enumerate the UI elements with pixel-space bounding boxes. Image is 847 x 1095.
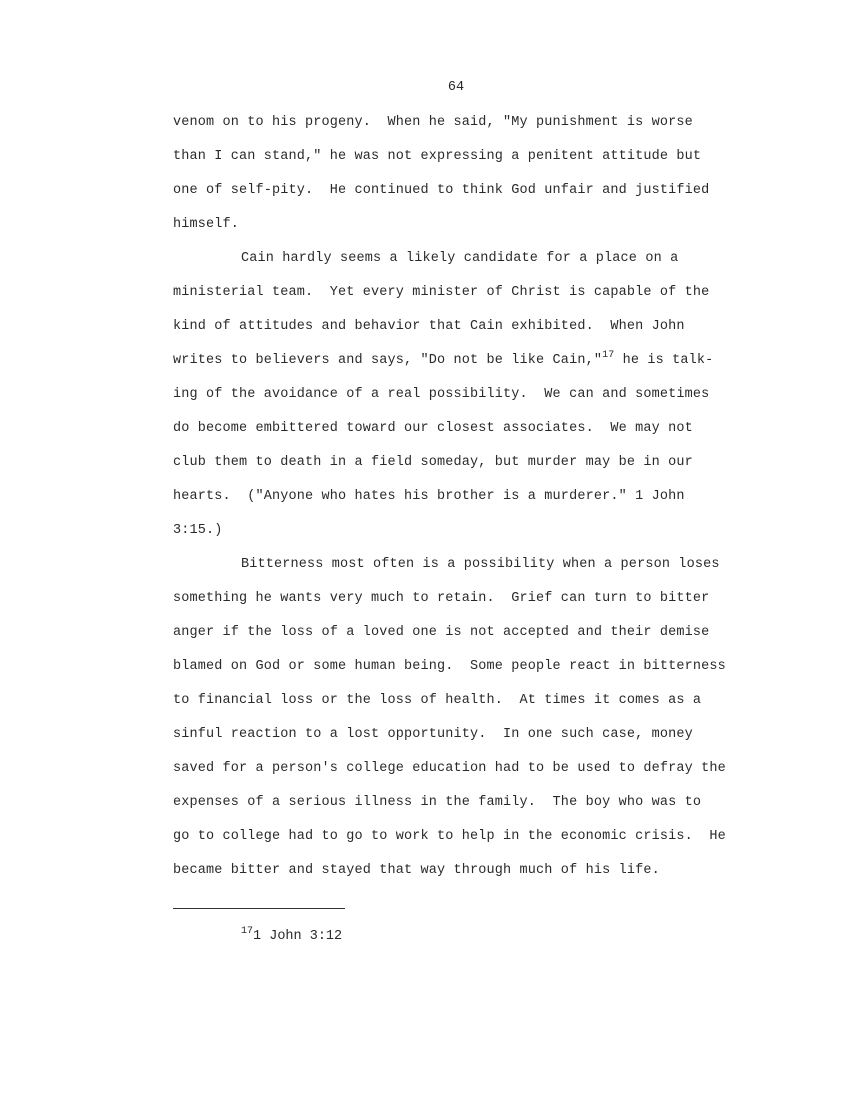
text-line: than I can stand," he was not expressing a penitent attitude but — [173, 149, 702, 164]
paragraph-start-line: Bitterness most often is a possibility when a person loses — [241, 557, 720, 572]
text-line: became bitter and stayed that way through much of his life. — [173, 863, 660, 878]
text-line: hearts. ("Anyone who hates his brother is a murderer." 1 John — [173, 489, 685, 504]
text-line: one of self-pity. He continued to think God unfair and justified — [173, 183, 710, 198]
text-line: ing of the avoidance of a real possibility. We can and sometimes — [173, 387, 710, 402]
line-text: he is talk- — [614, 353, 714, 368]
text-line: something he wants very much to retain. Grief can turn to bitter — [173, 591, 710, 606]
line-text: writes to believers and says, "Do not be like Cain," — [173, 353, 603, 368]
text-line: sinful reaction to a lost opportunity. In one such case, money — [173, 727, 693, 742]
text-line: saved for a person's college education had to be used to defray the — [173, 761, 726, 776]
page-number: 64 — [447, 80, 465, 95]
text-line: to financial loss or the loss of health. At times it comes as a — [173, 693, 702, 708]
footnote — [241, 926, 343, 944]
text-line: himself. — [173, 217, 240, 232]
text-line: anger if the loss of a loved one is not accepted and their demise — [173, 625, 710, 640]
footnote-reference: 17 — [602, 350, 615, 361]
text-line: ministerial team. Yet every minister of Christ is capable of the — [173, 285, 710, 300]
footnote-divider — [173, 908, 345, 909]
text-line-with-footnote-ref — [173, 350, 714, 368]
text-line: blamed on God or some human being. Some people react in bitterness — [173, 659, 726, 674]
text-line: venom on to his progeny. When he said, "My punishment is worse — [173, 115, 693, 130]
footnote-text: 1 John 3:12 — [253, 929, 343, 944]
text-line: kind of attitudes and behavior that Cain exhibited. When John — [173, 319, 685, 334]
text-line: do become embittered toward our closest associates. We may not — [173, 421, 693, 436]
paragraph-start-line: Cain hardly seems a likely candidate for a place on a — [241, 251, 679, 266]
text-line: 3:15.) — [173, 523, 223, 538]
text-line: expenses of a serious illness in the family. The boy who was to — [173, 795, 702, 810]
text-line: club them to death in a field someday, but murder may be in our — [173, 455, 693, 470]
text-line: go to college had to go to work to help in the economic crisis. He — [173, 829, 726, 844]
footnote-marker: 17 — [241, 926, 254, 937]
